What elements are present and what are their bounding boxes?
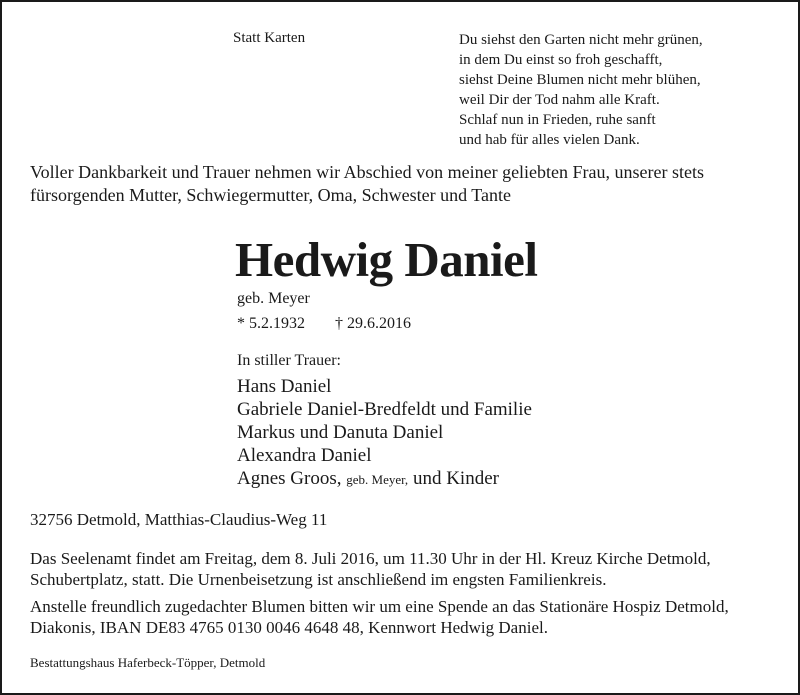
family-address: 32756 Detmold, Matthias-Claudius-Weg 11 <box>30 510 328 529</box>
mourner-name: Hans Daniel <box>237 376 332 397</box>
deceased-name: Hedwig Daniel <box>235 232 538 287</box>
poem-line: und hab für alles vielen Dank. <box>459 132 640 148</box>
mourner-name: Alexandra Daniel <box>237 445 372 466</box>
mourners-label: In stiller Trauer: <box>237 352 341 369</box>
funeral-home: Bestattungshaus Haferbeck-Töpper, Detmold <box>30 655 266 670</box>
mourner-name <box>237 467 532 491</box>
service-info: Das Seelenamt findet am Freitag, dem 8. Juli 2016, um 11.30 Uhr in der Hl. Kreuz Kirche Detmold, Schubertplatz, statt. Die Urnenbeisetzung ist anschließend im engsten Familienkreis. <box>30 549 711 589</box>
poem-line: Du siehst den Garten nicht mehr grünen, <box>459 32 703 48</box>
mourner-name: Markus und Danuta Daniel <box>237 422 444 443</box>
mourner-birth-note: geb. Meyer, <box>346 472 409 487</box>
mourners-list <box>237 375 532 491</box>
birth-date: * 5.2.1932 <box>237 315 305 332</box>
poem-line: siehst Deine Blumen nicht mehr blühen, <box>459 72 701 88</box>
mourner-name: Gabriele Daniel-Bredfeldt und Familie <box>237 399 532 420</box>
statt-karten-label: Statt Karten <box>233 30 306 46</box>
birth-name: geb. Meyer <box>237 290 310 307</box>
mourner-last-name: Agnes Groos, <box>237 468 342 489</box>
poem-line: in dem Du einst so froh geschafft, <box>459 52 663 68</box>
intro-text: Voller Dankbarkeit und Trauer nehmen wir Abschied von meiner geliebten Frau, unserer stets fürsorgenden Mutter, Schwiegermutter, Oma, Schwester und Tante <box>30 162 705 205</box>
life-dates <box>237 315 411 333</box>
donation-info: Anstelle freundlich zugedachter Blumen bitten wir um eine Spende an das Stationäre Hospiz Detmold, Diakonis, IBAN DE83 4765 0130 0046 4648 48, Kennwort Hedwig Daniel. <box>30 597 729 637</box>
death-date: † 29.6.2016 <box>335 315 411 332</box>
poem-line: weil Dir der Tod nahm alle Kraft. <box>459 92 660 108</box>
poem-line: Schlaf nun in Frieden, ruhe sanft <box>459 112 656 128</box>
memorial-poem <box>459 30 703 150</box>
mourner-suffix: und Kinder <box>412 468 499 489</box>
